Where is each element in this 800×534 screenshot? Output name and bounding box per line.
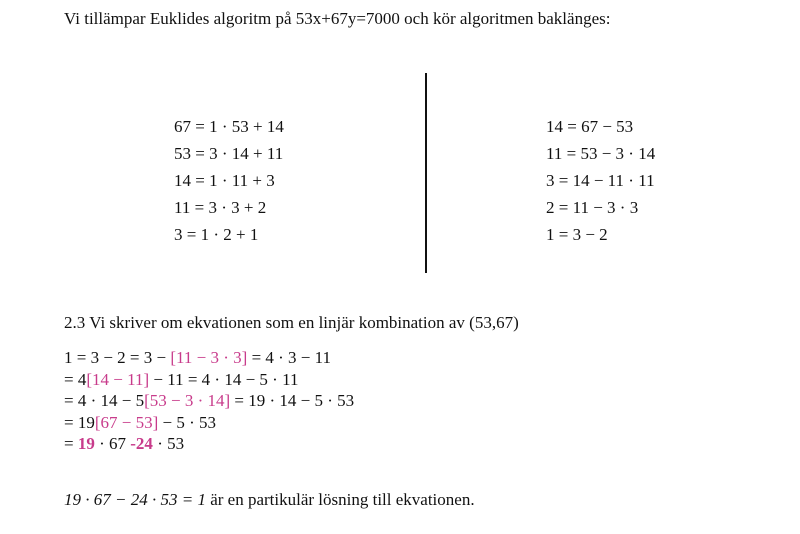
step-text: = 4 · 14 − 5 bbox=[64, 391, 145, 410]
intro-text: Vi tillämpar Euklides algoritm på 53x+67y=7000 och kör algoritmen baklänges: bbox=[64, 9, 611, 28]
equation-line: 14 = 1 · 11 + 3 bbox=[174, 171, 275, 190]
euclid-remainder-steps bbox=[546, 113, 655, 248]
step-line bbox=[64, 347, 354, 369]
step-text: = 19 · 14 − 5 · 53 bbox=[230, 391, 355, 410]
solution-equation: 19 · 67 − 24 · 53 = 1 bbox=[64, 490, 206, 509]
step-text: = 4 bbox=[64, 369, 87, 389]
step-text: = bbox=[64, 434, 78, 453]
highlighted-substitution: [14 − 11] bbox=[86, 369, 150, 389]
equation-line: 2 = 11 − 3 · 3 bbox=[546, 198, 639, 217]
highlighted-substitution: [53 − 3 · 14] bbox=[144, 391, 231, 410]
step-text: 1 = 3 − 2 = 3 − bbox=[64, 348, 171, 367]
equation-line: 11 = 3 · 3 + 2 bbox=[174, 198, 267, 217]
equation-line: 53 = 3 · 14 + 11 bbox=[174, 144, 284, 163]
step-text: · 53 bbox=[152, 434, 185, 453]
step-text: · 67 bbox=[94, 434, 131, 453]
equation-line: 3 = 1 · 2 + 1 bbox=[174, 225, 259, 244]
step-text: − 5 · 53 bbox=[158, 412, 217, 432]
equation-line: 3 = 14 − 11 · 11 bbox=[546, 171, 655, 190]
section-heading: 2.3 Vi skriver om ekvationen som en linjär kombination av (53,67) bbox=[64, 313, 519, 332]
column-divider bbox=[425, 73, 427, 273]
step-line bbox=[64, 412, 354, 434]
conclusion bbox=[64, 490, 475, 510]
step-text: = 4 · 3 − 11 bbox=[247, 348, 332, 367]
step-line bbox=[64, 369, 354, 391]
highlighted-substitution: [67 − 53] bbox=[94, 412, 159, 432]
equation-line: 11 = 53 − 3 · 14 bbox=[546, 144, 656, 163]
step-text: = 19 bbox=[64, 412, 95, 432]
euclid-forward-steps bbox=[174, 113, 284, 248]
back-substitution-steps bbox=[64, 347, 354, 455]
coefficient-y: -24 bbox=[130, 434, 153, 453]
conclusion-text: är en partikulär lösning till ekvationen. bbox=[205, 490, 475, 509]
coefficient-x: 19 bbox=[77, 434, 95, 453]
equation-line: 1 = 3 − 2 bbox=[546, 225, 608, 244]
highlighted-substitution: [11 − 3 · 3] bbox=[170, 348, 248, 367]
step-text: − 11 = 4 · 14 − 5 · 11 bbox=[149, 369, 299, 389]
equation-line: 67 = 1 · 53 + 14 bbox=[174, 117, 284, 136]
step-line bbox=[64, 390, 354, 412]
step-line bbox=[64, 433, 354, 455]
equation-line: 14 = 67 − 53 bbox=[546, 117, 634, 136]
